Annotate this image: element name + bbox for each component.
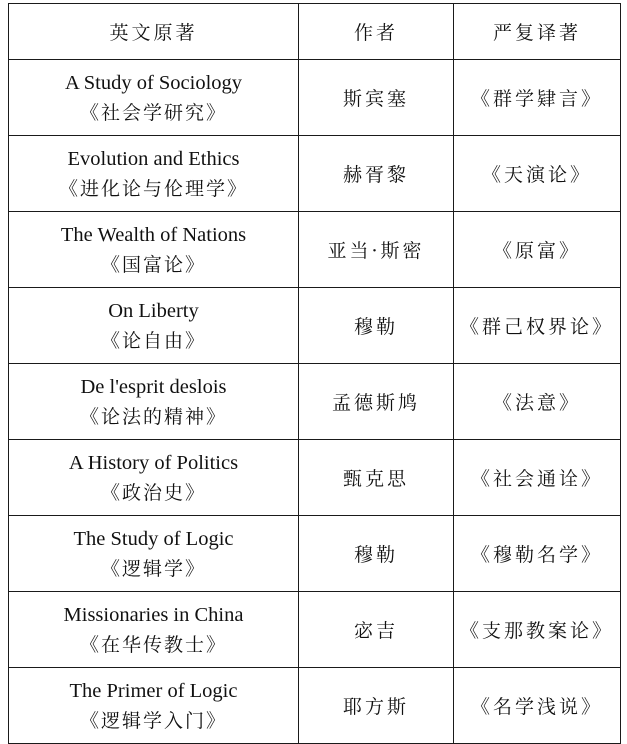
english-title: Missionaries in China xyxy=(63,603,244,626)
author-cell: 穆勒 xyxy=(299,288,454,364)
header-original-work: 英文原著 xyxy=(9,4,299,60)
yan-fu-title-cell: 《名学浅说》 xyxy=(454,668,621,744)
original-work-cell xyxy=(9,516,299,592)
chinese-title: 《论法的精神》 xyxy=(79,405,227,428)
author-cell: 斯宾塞 xyxy=(299,60,454,136)
chinese-title: 《在华传教士》 xyxy=(79,633,227,656)
author-cell: 耶方斯 xyxy=(299,668,454,744)
yan-fu-title-cell: 《原富》 xyxy=(454,212,621,288)
chinese-title: 《逻辑学入门》 xyxy=(79,709,227,732)
header-row xyxy=(9,4,621,60)
table-row xyxy=(9,440,621,516)
header-author: 作者 xyxy=(299,4,454,60)
english-title: A History of Politics xyxy=(68,451,239,474)
chinese-title: 《逻辑学》 xyxy=(100,557,206,580)
yan-fu-title-cell: 《群己权界论》 xyxy=(454,288,621,364)
original-work-cell xyxy=(9,288,299,364)
header-yan-fu-translation: 严复译著 xyxy=(454,4,621,60)
table-row xyxy=(9,516,621,592)
yan-fu-title-cell: 《天演论》 xyxy=(454,136,621,212)
table-body xyxy=(9,60,621,744)
table-row xyxy=(9,288,621,364)
yan-fu-title-cell: 《社会通诠》 xyxy=(454,440,621,516)
table-row xyxy=(9,60,621,136)
translations-table xyxy=(8,3,621,744)
original-work-cell xyxy=(9,136,299,212)
yan-fu-title-cell: 《群学肄言》 xyxy=(454,60,621,136)
table-header xyxy=(9,4,621,60)
chinese-title: 《进化论与伦理学》 xyxy=(58,177,248,200)
table-row xyxy=(9,592,621,668)
chinese-title: 《论自由》 xyxy=(100,329,206,352)
english-title: The Primer of Logic xyxy=(69,679,238,702)
english-title: The Wealth of Nations xyxy=(60,223,247,246)
original-work-cell xyxy=(9,212,299,288)
author-cell: 赫胥黎 xyxy=(299,136,454,212)
author-cell: 宓吉 xyxy=(299,592,454,668)
yan-fu-title-cell: 《法意》 xyxy=(454,364,621,440)
author-cell: 亚当·斯密 xyxy=(299,212,454,288)
yan-fu-title-cell: 《穆勒名学》 xyxy=(454,516,621,592)
original-work-cell xyxy=(9,668,299,744)
original-work-cell xyxy=(9,440,299,516)
chinese-title: 《政治史》 xyxy=(100,481,206,504)
original-work-cell xyxy=(9,364,299,440)
author-cell: 穆勒 xyxy=(299,516,454,592)
english-title: The Study of Logic xyxy=(73,527,234,550)
english-title: On Liberty xyxy=(108,299,199,322)
author-cell: 孟德斯鸠 xyxy=(299,364,454,440)
chinese-title: 《国富论》 xyxy=(100,253,206,276)
table-row xyxy=(9,364,621,440)
original-work-cell xyxy=(9,592,299,668)
english-title: De l'esprit deslois xyxy=(80,375,227,398)
chinese-title: 《社会学研究》 xyxy=(79,101,227,124)
table-row xyxy=(9,136,621,212)
english-title: Evolution and Ethics xyxy=(67,147,240,170)
yan-fu-title-cell: 《支那教案论》 xyxy=(454,592,621,668)
table-row xyxy=(9,212,621,288)
original-work-cell xyxy=(9,60,299,136)
table-row xyxy=(9,668,621,744)
author-cell: 甄克思 xyxy=(299,440,454,516)
english-title: A Study of Sociology xyxy=(64,71,243,94)
